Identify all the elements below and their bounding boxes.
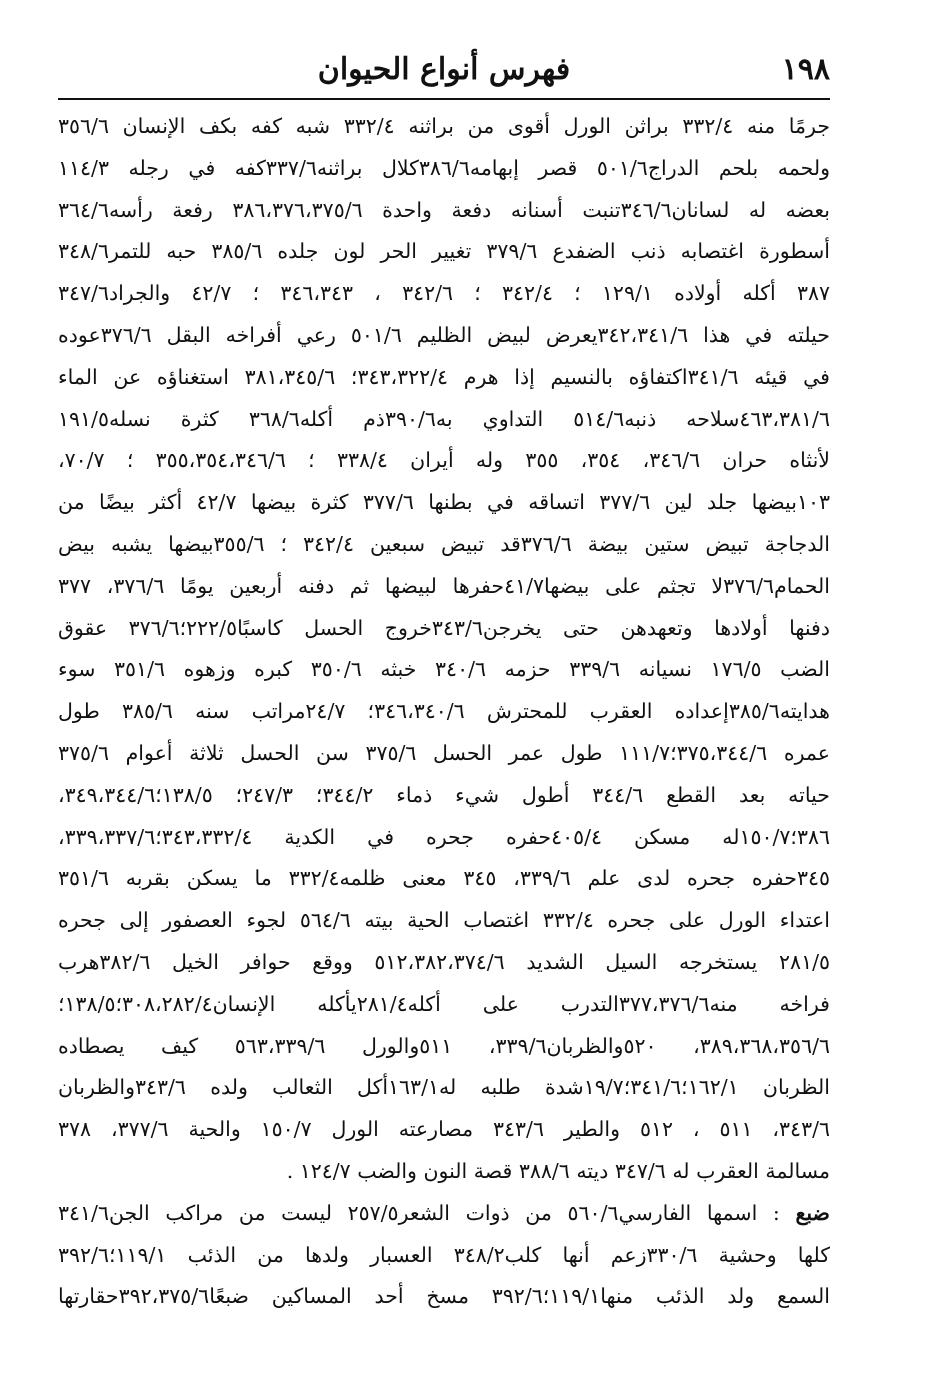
index-line: ١٠٣بيضها جلد لين ٣٧٧/٦ اتساقه في بطنها ٣٧٧/٦ كثرة بيضها ٤٢/٧ أكثر بيضًا من: [58, 490, 830, 515]
index-line: هدايته٣٨٥/٦إعداده العقرب للمحترش ٣٤٦،٣٤٠/٦؛ ٢٤/٧مراتب سنه ٣٨٥/٦ طول: [58, 699, 830, 724]
index-line: عمره ٣٧٥،٣٤٤/٦؛١١١/٧ طول عمر الحسل ٣٧٥/٦ سن الحسل ثلاثة أعوام ٣٧٥/٦: [58, 740, 830, 765]
index-line: ٣٤٥حفره جحره لدى علم ٣٣٩/٦، ٣٤٥ معنى ظلمه٣٣٢/٤ ما يسكن بقربه ٣٥١/٦: [58, 866, 830, 891]
index-line: في قيئه ٣٤١/٦اكتفاؤه بالنسيم إذا هرم ٣٤٣،٣٢٢/٤؛ ٣٨١،٣٤٥/٦ استغناؤه عن الماء: [58, 364, 830, 389]
index-line: الدجاجة تبيض ستين بيضة ٣٧٦/٦قد تبيض سبعين ٣٤٢/٤ ؛ ٣٥٥/٦بيضها يشبه بيض: [58, 531, 830, 556]
index-line: ٣٨٦؛١٥٠/٧له مسكن ٤٠٥/٤حفره جحره في الكدية ٣٤٣،٣٣٢/٤؛٣٣٩،٣٣٧/٦،: [58, 824, 830, 849]
running-title: فهرس أنواع الحيوان: [317, 52, 571, 87]
index-line: اعتداء الورل على جحره ٣٣٢/٤ اغتصاب الحية بيته ٥٦٤/٦ لجوء العصفور إلى جحره: [58, 908, 830, 933]
index-line: حيلته في هذا ٣٤٢،٣٤١/٦يعرض لبيض الظليم ٥٠١/٦ رعي أفراخه البقل ٣٧٦/٦عوده: [58, 322, 830, 347]
entry-separator: :: [757, 1200, 796, 1225]
index-line: ٢٨١/٥ يستخرجه السيل الشديد ٥١٢،٣٨٢،٣٧٤/٦ ووقع حوافر الخيل ٣٨٢/٦هرب: [58, 949, 830, 974]
index-line: كلها وحشية ٣٣٠/٦زعم أنها كلب٣٤٨/٢ العسبار ولدها من الذئب ١١٩/١؛٣٩٢/٦: [58, 1242, 830, 1267]
index-line: دفنها أولادها وتعهدهن حتى يخرجن٣٤٣/٦خروج الحسل كاسبًا٢٢٢/٥؛٣٧٦/٦ عقوق: [58, 615, 830, 640]
index-text: [58, 106, 830, 1318]
index-line: ٤٦٣،٣٨١/٦سلاحه ذنبه٥١٤/٦ التداوي به٣٩٠/٦ذم أكله٣٦٨/٦ كثرة نسله١٩١/٥: [58, 406, 830, 431]
index-line: الضب ١٧٦/٥ نسيانه ٣٣٩/٦ حزمه ٣٤٠/٦ خبثه ٣٥٠/٦ كبره وزهوه ٣٥١/٦ سوء: [58, 657, 830, 682]
entry-first-line-text: اسمها الفارسي٥٦٠/٦ من ذوات الشعر٢٥٧/٥ ليست من مراكب الجن٣٤١/٦: [58, 1200, 758, 1225]
page-header: [58, 40, 830, 92]
index-line: بعضه له لسانان٣٤٦/٦تنبت أسنانه دفعة واحدة ٣٨٦،٣٧٦،٣٧٥/٦ رفعة رأسه٣٦٤/٦: [58, 197, 830, 222]
page-number: ١٩٨: [781, 52, 830, 87]
entry-first-line: [58, 1193, 830, 1235]
index-line: ٣٨٩،٣٦٨،٣٥٦/٦، ٥٢٠والظربان٣٣٩/٦، ٥١١والورل ٥٦٣،٣٣٩/٦ كيف يصطاده: [58, 1033, 830, 1058]
index-line: السمع ولد الذئب منها١١٩/١؛٣٩٢/٦ مسخ أحد المساكين ضبعًا٣٩٢،٣٧٥/٦حقارتها: [58, 1284, 830, 1309]
index-line: جرمًا منه ٣٣٢/٤ براثن الورل أقوى من براثنه ٣٣٢/٤ شبه كفه بكف الإنسان ٣٥٦/٦: [58, 114, 830, 138]
index-line: لأنثاه حران ٣٤٦/٦، ٣٥٤، ٣٥٥ وله أيران ٣٣٨/٤ ؛ ٣٥٥،٣٥٤،٣٤٦/٦ ؛ ٧٠/٧،: [58, 448, 830, 473]
book-page: [58, 40, 830, 1318]
header-rule: [58, 98, 830, 100]
entry-headword: ضبع: [795, 1200, 830, 1225]
index-line: ٣٨٧ أكله أولاده ١٢٩/١ ؛ ٣٤٢/٤ ؛ ٣٤٢/٦ ، ٣٤٦،٣٤٣ ؛ ٤٢/٧ والجراد٣٤٧/٦: [58, 281, 830, 306]
index-line: ولحمه بلحم الدراج٥٠١/٦ قصر إبهامه٣٨٦/٦كلال براثنه٣٣٧/٦كفه في رجله ١١٤/٣: [58, 155, 830, 180]
index-line: حياته بعد القطع ٣٤٤/٦ أطول شيء ذماء ٣٤٤/٢؛ ٢٤٧/٣؛ ١٣٨/٥؛٣٤٩،٣٤٤/٦،: [58, 782, 830, 807]
index-line: ٣٤٣/٦، ٥١١ ، ٥١٢ والطير ٣٤٣/٦ مصارعته الورل ١٥٠/٧ والحية ٣٧٧/٦، ٣٧٨: [58, 1117, 830, 1142]
index-line: الحمام٣٧٦/٦لا تجثم على بيضها٤١/٧حفرها لبيضها ثم دفنه أربعين يومًا ٣٧٦/٦، ٣٧٧: [58, 573, 830, 598]
index-line: الظربان ١٦٢/١؛٣٤١/٦؛١٩/٧شدة طلبه له١٦٣/١أكل الثعالب ولده ٣٤٣/٦والظربان: [58, 1075, 830, 1100]
index-line: فراخه منه٣٧٧،٣٧٦/٦التدرب على أكله٢٨١/٤يأكله الإنسان٣٠٨،٢٨٢/٤؛١٣٨/٥؛: [58, 991, 830, 1016]
index-line: مسالمة العقرب له ٣٤٧/٦ ديته ٣٨٨/٦ قصة النون والضب ١٢٤/٧ .: [286, 1158, 830, 1183]
index-line: أسطورة اغتصابه ذنب الضفدع ٣٧٩/٦ تغيير الحر لون جلده ٣٨٥/٦ حبه للتمر٣٤٨/٦: [58, 239, 830, 264]
